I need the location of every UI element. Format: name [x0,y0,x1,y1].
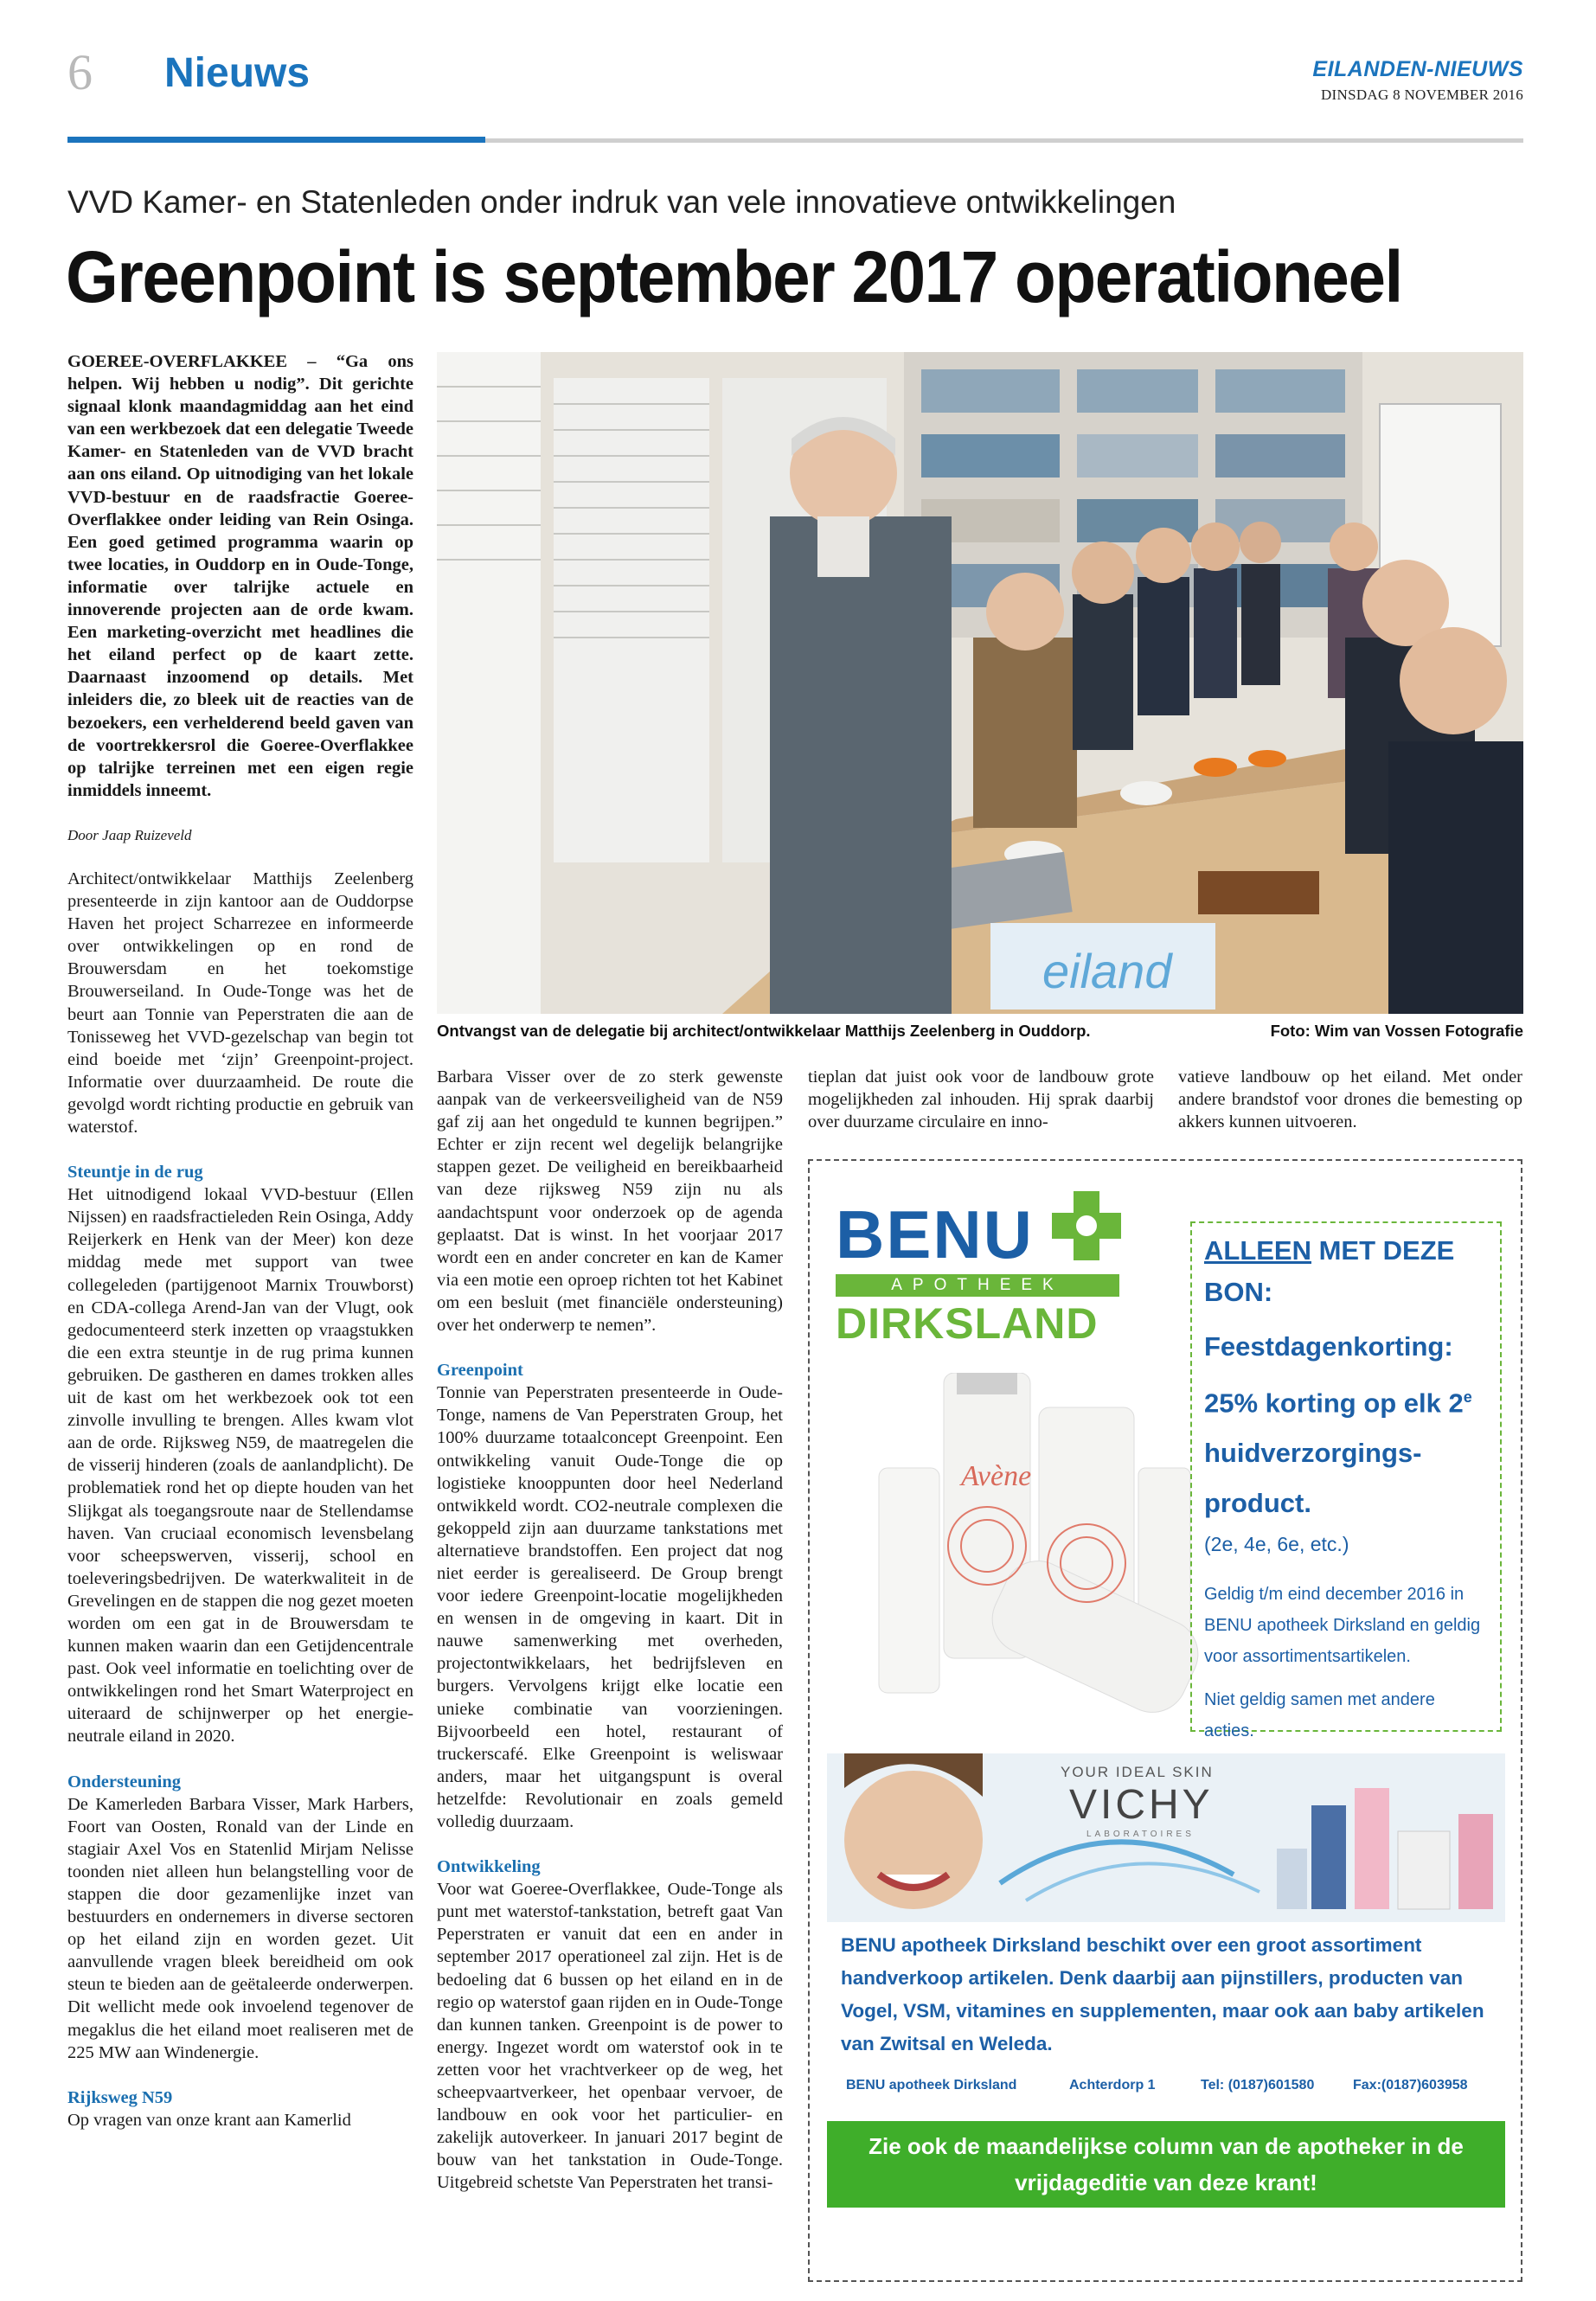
coupon-exclusion: Niet geldig samen met andere acties. [1204,1690,1435,1741]
benu-cross-icon [1052,1191,1121,1260]
coupon-offer-line2 [1204,1372,1488,1428]
subheading: Steuntje in de rug [67,1163,203,1183]
header-rule-blue [67,137,485,143]
coupon-offer: Feestdagenkorting: [1204,1331,1453,1362]
photo-caption: Ontvangst van de delegatie bij architect/ontwikkelaar Matthijs Zeelenberg in Ouddorp. [437,1022,1091,1040]
coupon-title-emphasis: ALLEEN [1204,1235,1311,1266]
body-paragraph: Het uitnodigend lokaal VVD-bestuur (Ellen Nijssen) en raadsfractieleden Rein Osinga, Addy Reijerkerk en Henk van der Meer) kon deze middag mede met support van twee collegeleden (partijgenoot Marnix Trouwborst) en CDA-collega Arend-Jan van der Vlugt, ook gedocumenteerd sterk inzetten op vraagstukken die een extra steuntje in de rug prima kunnen gebruiken. De gastheren en dames trokken alles uit de kast om het werkbezoek ook tot een zinvolle invulling te brengen. Alles kwam vlot aan de orde. Rijksweg N59, de maatregelen die de visserij hinderen (zoals de aanlandplicht). De problematiek rond het op diepte houden van het Slijkgat als toegangsroute naar de Stellendamse haven. Van cruciaal economisch levensbelang voor scheepswerven, visserij, school en toeleveringsbedrijven. De waterkwaliteit in de Grevelingen en de stappen die nog gezet moeten worden om een gat in de Brouwersdam te kunnen maken waarin dan een Getijdencentrale past. Ook veel informatie en toelichting over de ontwikkelingen rond het Smart Waterproject en uiteraard de schijnwerper op het energie-neutrale eiland in 2020. [67,1185,413,1747]
benu-advertisement [808,1159,1522,2282]
article-headline: Greenpoint is september 2017 operationeel [66,236,1402,317]
benu-logo-city: DIRKSLAND [836,1299,1099,1348]
body-paragraph: Op vragen van onze krant aan Kamerlid [67,2110,351,2130]
coupon-repeat-note: (2e, 4e, 6e, etc.) [1204,1533,1349,1556]
avene-products-image [844,1373,1208,1745]
body-paragraph: Barbara Visser over de zo sterk gewenste aanpak van de verkeersveiligheid van de N59 gaf zij aan het ongeduld te kunnen begrijpen.” Echter er zijn recent wel degelijk belangrijke stappen gezet. De veiligheid en bereikbaarheid van deze rijksweg N59 zijn nu als aandachtspunt voor onderzoek op de agenda geplaatst. Dat is winst. In het voorjaar 2017 wordt een en ander concreter en kan de Kamer via een motie een oproep richten tot het Kabinet om een besluit (met financiële ondersteuning) over het onderwerp te nemen”. [437,1067,783,1336]
article-lead: GOEREE-OVERFLAKKEE – “Ga ons helpen. Wij hebben u nodig”. Dit gerichte signaal klonk maandagmiddag aan het eind van een werkbezoek dat een delegatie Tweede Kamer- en Statenleden van de VVD bracht aan ons eiland. Op uitnodiging van het lokale VVD-bestuur en de raadsfractie Goeree-Overflakkee onder leiding van Rein Osinga. Een goed getimed programma waarin op twee locaties, in Ouddorp en in Oude-Tonge, informatie over talrijke actuele en innoverende projecten aan de orde kwam. Een marketing-overzicht met headlines die het eiland perfect op de kaart zette. Daarnaast inzoomend op details. Met inleiders die, zo bleek uit de reacties van de bezoekers, een verhelderend beeld gaven van de voortrekkersrol die Goeree-Overflakkee op talrijke terreinen met een eigen regie inmiddels inneemt. [67,352,413,800]
contact-address: Achterdorp 1 [1069,2078,1156,2093]
contact-fax: Fax:(0187)603958 [1353,2078,1468,2093]
coupon-offer-line3: huidverzorgings- [1204,1438,1422,1469]
section-title: Nieuws [164,50,311,96]
vichy-tagline: YOUR IDEAL SKIN [1061,1764,1214,1780]
avene-label: Avène [961,1460,1032,1492]
benu-logo [836,1196,1130,1348]
coupon [1190,1221,1502,1741]
coupon-offer-sup: e [1463,1388,1472,1406]
subheading: Greenpoint [437,1361,523,1381]
vichy-brand: VICHY [1069,1782,1214,1828]
masthead-logo: EILANDEN-NIEUWS [1312,57,1523,81]
page-number: 6 [67,44,93,100]
body-paragraph: Tonnie van Peperstraten presenteerde in Oude-Tonge, namens de Van Peperstraten Group, het 100% duurzame totaalconcept Greenpoint. Een ontwikkeling vanuit Oude-Tonge die op logistieke knooppunten door heel Nederland ontwikkeld wordt. CO2-neutrale complexen die gekoppeld zijn aan duurzame tankstations met alternatieve brandstoffen. Een project dat nog niet eerder is gerealiseerd. De Group brengt voor iedere Greenpoint-locatie mogelijkheden en wensen in de omgeving in kaart. Dit in nauwe samenwerking met overheden, projectontwikkelaars, het bedrijfsleven en burgers. Vervolgens krijgt elke locatie een unieke combinatie van voorzieningen. Bijvoorbeeld een hotel, restaurant of truckerscafé. Elke Greenpoint is weliswaar anders, maar het uitgangspunt is overal hetzelfde: Revolutionair en zoals gemeld volledig duurzaam. [437,1383,783,1831]
benu-logo-word: BENU [836,1196,1035,1272]
coupon-title-rest: MET DEZE [1311,1235,1455,1266]
vichy-sub: LABORATOIRES [1086,1830,1195,1839]
body-paragraph: Voor wat Goeree-Overflakkee, Oude-Tonge als punt met waterstof-tankstation, betreft gaat Van Peperstraten er vanuit dat een en ander in september 2017 operationeel zal zijn. Het is de bedoeling dat 6 bussen op het eiland en in de regio op waterstof gaan rijden en in Oude-Tonge dan kunnen tanken. Greenpoint is de power to energy. Ingezet wordt om waterstof ook in te zetten voor het vrachtverkeer op de weg, het scheepvaartverkeer, het openbaar vervoer, de landbouw en ook voor het particulier- en zakelijk autoverkeer. In januari 2017 begint de bouw van het tankstation in Oude-Tonge. Uitgebreid schetste Van Peperstraten het transi- [437,1880,783,2193]
subheading: Ontwikkeling [437,1857,541,1877]
photo-board-text: eiland [1042,944,1172,998]
coupon-offer-text: 25% korting op elk 2 [1204,1388,1464,1419]
article-kicker: VVD Kamer- en Statenleden onder indruk van vele innovatieve ontwikkelingen [67,184,1176,220]
vichy-banner [827,1753,1505,1922]
contact-phone: Tel: (0187)601580 [1201,2078,1315,2093]
body-paragraph: De Kamerleden Barbara Visser, Mark Harbers, Foort van Oosten, Ronald van der Linde en stagiair Axel Vos en Statenlid Mirjam Nelisse toonden niet alleen hun belangstelling voor de stappen die door gezamenlijke inzet van bestuurders en ondernemers in diverse sectoren op het eiland zijn en worden gezet. Uit aanvullende vragen bleek bereidheid om ook steun te bieden aan de geëtaleerde onderwerpen. Dit wellicht mede ook invoelend tegenover de megaklus die het eiland moet realiseren met de 225 MW aan Windenergie. [67,1794,413,2062]
coupon-title [1204,1230,1488,1272]
coupon-offer-line4: product. [1204,1488,1311,1519]
body-paragraph: vatieve landbouw op het eiland. Met onder andere brandstof voor drones die bemesting op akkers kunnen uitvoeren. [1178,1067,1522,1132]
subheading: Ondersteuning [67,1772,181,1791]
assortment-text: BENU apotheek Dirksland beschikt over een groot assortiment handverkoop artikelen. Denk daarbij aan pijnstillers, producten van Vogel, VSM, vitamines en supplementen, maar ook aan baby artikelen van Zwitsal en Weleda. [841,1934,1484,2054]
body-paragraph: Architect/ontwikkelaar Matthijs Zeelenberg presenteerde in zijn kantoor aan de Ouddorpse Haven het project Scharrezee en informeerde over ontwikkelingen op en rond de Brouwersdam en het toekomstige Brouwerseiland. In Oude-Tonge was het de beurt aan Tonnie van Peperstraten die aan de Tonisseweg het VVD-gezelschap van begin tot eind boeide met ‘zijn’ Greenpoint-project. Informatie over duurzaamheid. De route die gevolgd wordt richting productie en gebruik van waterstof. [67,868,413,1137]
coupon-title-line2: BON: [1204,1277,1273,1307]
subheading: Rijksweg N59 [67,2087,173,2107]
benu-logo-band: APOTHEEK [836,1274,1119,1297]
coupon-validity: Geldig t/m eind december 2016 in BENU apotheek Dirksland en geldig voor assortimentsartikelen. [1204,1585,1481,1667]
photo-credit: Foto: Wim van Vossen Fotografie [1270,1022,1523,1040]
byline: Door Jaap Ruizeveld [67,826,192,843]
article-photo [437,352,1523,1014]
column-banner: Zie ook de maandelijkse column van de apotheker in de vrijdageditie van deze krant! [827,2121,1505,2208]
header-rule-grey [485,138,1523,143]
body-paragraph: tieplan dat juist ook voor de landbouw grote mogelijkheden zal inhouden. Hij sprak daarbij over duurzame circulaire en inno- [808,1067,1154,1132]
contact-name: BENU apotheek Dirksland [846,2078,1017,2093]
issue-date: DINSDAG 8 NOVEMBER 2016 [1320,87,1523,103]
